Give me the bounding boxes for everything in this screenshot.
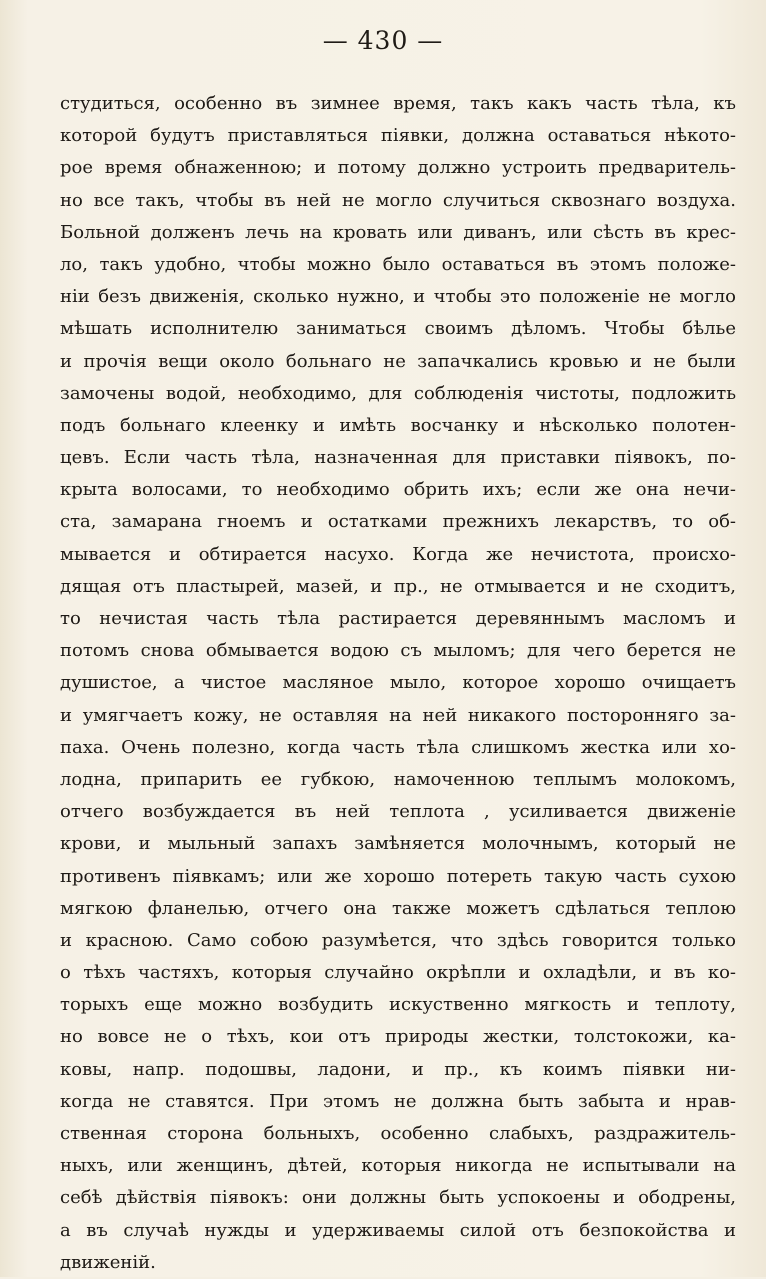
text-line: Больной долженъ лечь на кровать или диванъ, или сѣсть въ крес- bbox=[60, 221, 736, 243]
text-line: и умягчаетъ кожу, не оставляя на ней никакого посторонняго за- bbox=[60, 704, 736, 726]
text-line: о тѣхъ частяхъ, которыя случайно окрѣпли и охладѣли, и въ ко- bbox=[60, 962, 736, 984]
text-line: дящая отъ пластырей, мазей, и пр., не отмывается и не сходитъ, bbox=[60, 575, 736, 597]
text-line: себѣ дѣйствія піявокъ: они должны быть успокоены и ободрены, bbox=[60, 1187, 736, 1209]
text-line: которой будутъ приставляться піявки, должна оставаться нѣкото- bbox=[60, 125, 736, 147]
text-line: замочены водой, необходимо, для соблюденія чистоты, подложить bbox=[60, 382, 736, 404]
text-line: мывается и обтирается насухо. Когда же нечистота, происхо- bbox=[60, 543, 736, 565]
text-line: студиться, особенно въ зимнее время, такъ какъ часть тѣла, къ bbox=[60, 93, 736, 114]
text-line: потомъ снова обмывается водою съ мыломъ; для чего берется не bbox=[60, 640, 736, 662]
text-line: лодна, припарить ее губкою, намоченною теплымъ молокомъ, bbox=[60, 768, 736, 790]
text-line: ныхъ, или женщинъ, дѣтей, которыя никогда не испытывали на bbox=[60, 1155, 736, 1177]
text-line: и красною. Само собою разумѣется, что здѣсь говорится только bbox=[60, 929, 736, 951]
text-line: но вовсе не о тѣхъ, кои отъ природы жестки, толстокожи, ка- bbox=[60, 1026, 736, 1048]
text-line: мягкою фланелью, отчего она также можетъ сдѣлаться теплою bbox=[60, 897, 736, 919]
text-line: ственная сторона больныхъ, особенно слабыхъ, раздражитель- bbox=[60, 1123, 736, 1144]
text-line: ніи безъ движенія, сколько нужно, и чтобы это положеніе не могло bbox=[60, 286, 736, 308]
text-line: ковы, напр. подошвы, ладони, и пр., къ коимъ піявки ни- bbox=[60, 1058, 736, 1080]
text-line: когда не ставятся. При этомъ не должна быть забыта и нрав- bbox=[60, 1090, 736, 1112]
text-line: движеній. bbox=[60, 1251, 156, 1273]
text-line: подъ больнаго клеенку и имѣть восчанку и нѣсколько полотен- bbox=[60, 414, 736, 436]
text-line: душистое, а чистое масляное мыло, которое хорошо очищаетъ bbox=[60, 672, 736, 694]
text-line: торыхъ еще можно возбудить искуственно мягкость и теплоту, bbox=[60, 994, 736, 1016]
text-line: цевъ. Если часть тѣла, назначенная для приставки піявокъ, по- bbox=[60, 447, 736, 469]
text-line: крыта волосами, то необходимо обрить ихъ; если же она нечи- bbox=[60, 479, 736, 501]
text-line: ло, такъ удобно, чтобы можно было оставаться въ этомъ положе- bbox=[60, 253, 736, 275]
text-line: и прочія вещи около больнаго не запачкались кровью и не были bbox=[60, 350, 736, 372]
text-line: мѣшать исполнителю заниматься своимъ дѣломъ. Чтобы бѣлье bbox=[60, 318, 736, 340]
text-line: а въ случаѣ нужды и удерживаемы силой отъ безпокойства и bbox=[60, 1219, 736, 1241]
text-line: крови, и мыльный запахъ замѣняется молочнымъ, который не bbox=[60, 833, 736, 855]
text-line: отчего возбуждается въ ней теплота , усиливается движеніе bbox=[60, 801, 736, 823]
text-line: рое время обнаженною; и потому должно устроить предваритель- bbox=[60, 157, 736, 179]
body-text bbox=[60, 88, 736, 1279]
text-line: ста, замарана гноемъ и остатками прежнихъ лекарствъ, то об- bbox=[60, 511, 736, 533]
text-line: но все такъ, чтобы въ ней не могло случиться сквознаго воздуха. bbox=[60, 189, 736, 211]
text-line: паха. Очень полезно, когда часть тѣла слишкомъ жестка или хо- bbox=[60, 736, 736, 758]
text-line: противенъ піявкамъ; или же хорошо потереть такую часть сухою bbox=[60, 865, 736, 887]
page-number-header: — 430 — bbox=[322, 26, 444, 55]
text-line: то нечистая часть тѣла растирается деревяннымъ масломъ и bbox=[60, 608, 736, 629]
